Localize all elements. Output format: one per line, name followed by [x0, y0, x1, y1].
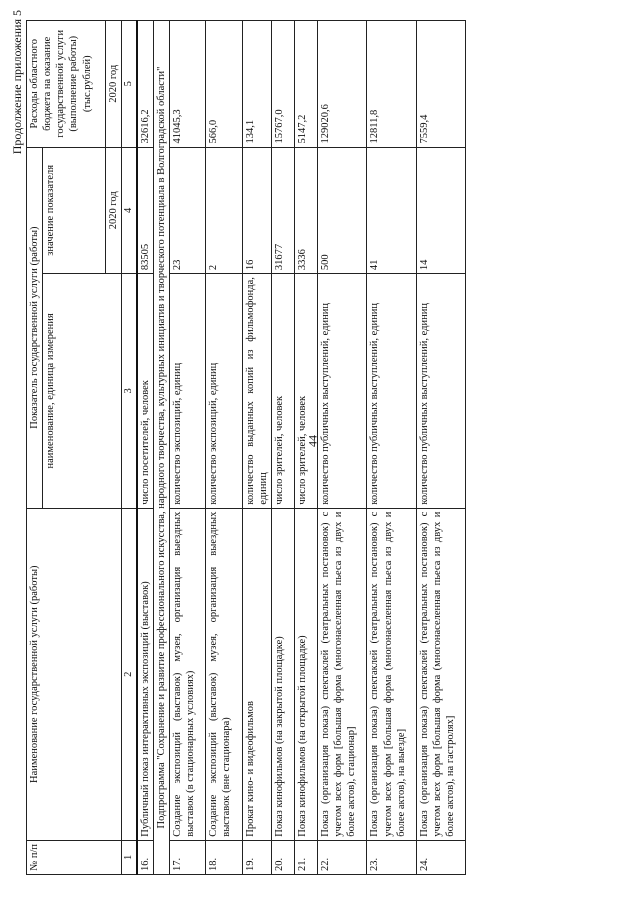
row-number: 20. — [271, 840, 294, 874]
column-numbers-row — [122, 21, 137, 875]
expense-value: 129020,6 — [318, 21, 367, 148]
expense-value: 41045,3 — [170, 21, 206, 148]
row-number: 19. — [242, 840, 271, 874]
subprogram-row — [153, 21, 169, 875]
expense-value: 32616,2 — [137, 21, 154, 148]
header-indicator-value: значение показателя — [43, 147, 106, 274]
indicator-value: 41 — [367, 147, 416, 274]
header-indicator-name: наименование, единица измерения — [43, 274, 122, 509]
service-name: Показ (организация показа) спектаклей (театральных постановок) с учетом всех форм [большая форма (многонаселенная пьеса из двух и более актов), на гастролях] — [416, 508, 465, 840]
indicator-unit: количество экспозиций, единиц — [206, 274, 242, 509]
header-expenses: Расходы областного бюджета на оказание государственной услуги (выполнение работы) (тыс.рублей) — [27, 21, 106, 148]
col-number: 2 — [122, 508, 137, 840]
indicator-value: 14 — [416, 147, 465, 274]
row-number: 24. — [416, 840, 465, 874]
table-row — [416, 21, 465, 875]
service-name: Создание экспозиций (выставок) музея, организация выездных выставок (вне стационара) — [206, 508, 242, 840]
table-row — [271, 21, 294, 875]
table-row — [170, 21, 206, 875]
indicator-unit: количество публичных выступлений, единиц — [367, 274, 416, 509]
row-number: 17. — [170, 840, 206, 874]
row-number: 21. — [294, 840, 317, 874]
indicator-unit: количество публичных выступлений, единиц — [318, 274, 367, 509]
col-number: 1 — [122, 840, 137, 874]
indicator-value: 31677 — [271, 147, 294, 274]
service-name: Показ (организация показа) спектаклей (театральных постановок) с учетом всех форм [большая форма (многонаселенная пьеса из двух и более актов), на выезде] — [367, 508, 416, 840]
indicator-unit: количество публичных выступлений, единиц — [416, 274, 465, 509]
indicator-unit: количество выданных копий из фильмофонда, единиц — [242, 274, 271, 509]
indicator-value: 500 — [318, 147, 367, 274]
expense-value: 134,1 — [242, 21, 271, 148]
indicator-value: 3336 — [294, 147, 317, 274]
row-number: 23. — [367, 840, 416, 874]
service-name: Прокат кино- и видеофильмов — [242, 508, 271, 840]
table-row — [367, 21, 416, 875]
appendix-note: Продолжение приложения 5 — [10, 10, 24, 155]
header-expenses-year: 2020 год — [106, 21, 122, 148]
indicator-value: 83505 — [137, 147, 154, 274]
service-name: Показ (организация показа) спектаклей (театральных постановок) с учетом всех форм [большая форма (многонаселенная пьеса из двух и более актов), стационар] — [318, 508, 367, 840]
header-year: 2020 год — [106, 147, 122, 274]
header-service: Наименование государственной услуги (работы) — [27, 508, 122, 840]
service-name: Показ кинофильмов (на открытой площадке) — [294, 508, 317, 840]
indicator-unit: число зрителей, человек — [271, 274, 294, 509]
indicator-unit: число зрителей, человек — [294, 274, 317, 509]
table-row — [318, 21, 367, 875]
col-number: 4 — [122, 147, 137, 274]
expense-value: 15767,0 — [271, 21, 294, 148]
subprogram-title: Подпрограмма "Сохранение и развитие профессионального искусства, народного творчества, культурных инициатив и творческого потенциала в Волгоградской области" — [153, 21, 169, 875]
expense-value: 5147,2 — [294, 21, 317, 148]
page-number: 44 — [305, 435, 320, 447]
expense-value: 566,0 — [206, 21, 242, 148]
table-row — [206, 21, 242, 875]
table-row — [137, 21, 154, 875]
expense-value: 7559,4 — [416, 21, 465, 148]
indicator-value: 23 — [170, 147, 206, 274]
indicator-unit: количество экспозиций, единиц — [170, 274, 206, 509]
service-name: Создание экспозиций (выставок) музея, организация выездных выставок (в стационарных условиях) — [170, 508, 206, 840]
indicator-value: 16 — [242, 147, 271, 274]
col-number: 5 — [122, 21, 137, 148]
services-table — [26, 20, 466, 875]
row-number: 18. — [206, 840, 242, 874]
indicator-unit: число посетителей, человек — [137, 274, 154, 509]
service-name: Публичный показ интерактивных экспозиций (выставок) — [137, 508, 154, 840]
header-row-1 — [27, 21, 43, 875]
header-num: № п/п — [27, 840, 122, 874]
service-name: Показ кинофильмов (на закрытой площадке) — [271, 508, 294, 840]
col-number: 3 — [122, 274, 137, 509]
expense-value: 12811,8 — [367, 21, 416, 148]
indicator-value: 2 — [206, 147, 242, 274]
table-row — [294, 21, 317, 875]
row-number: 16. — [137, 840, 154, 874]
header-indicator-group: Показатель государственной услуги (работы) — [27, 147, 43, 508]
row-number: 22. — [318, 840, 367, 874]
table-row — [242, 21, 271, 875]
